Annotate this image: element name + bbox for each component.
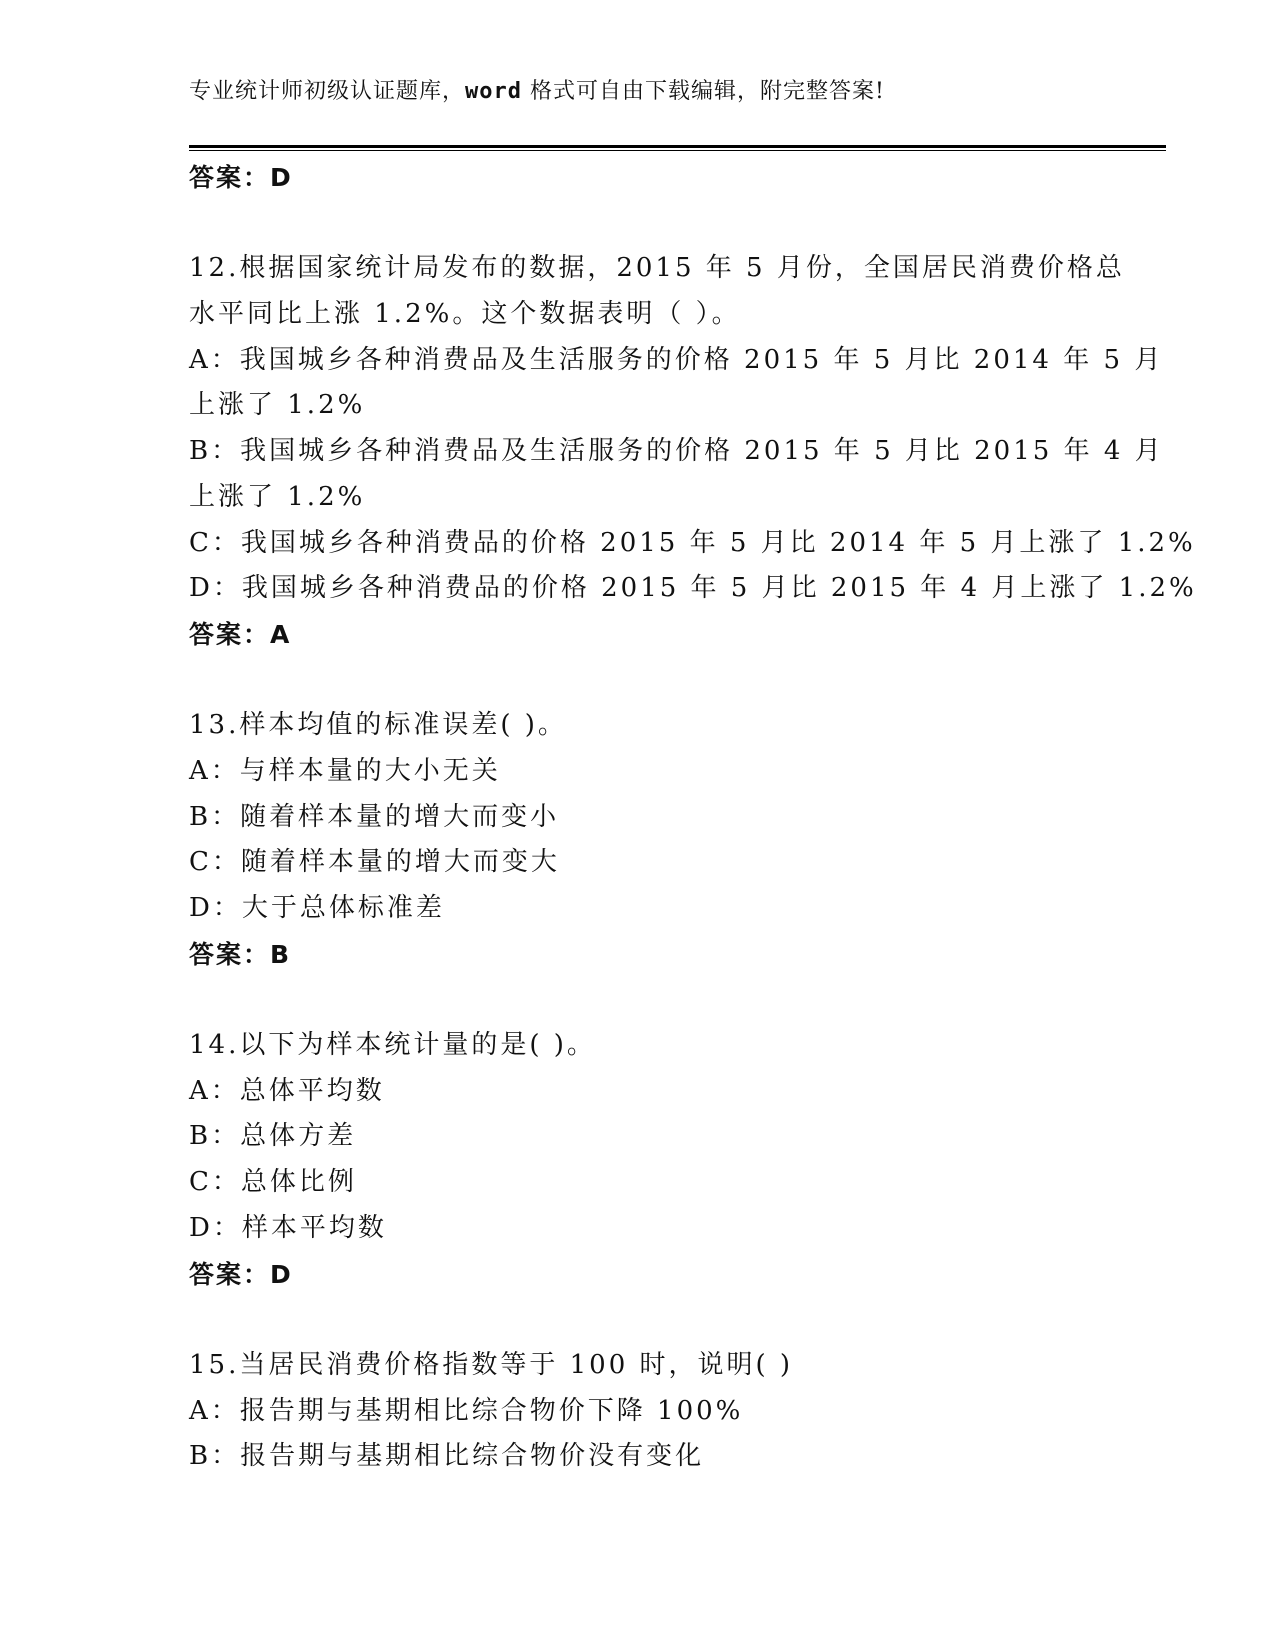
- option-b: B：总体方差: [189, 1121, 357, 1152]
- option-a: A：总体平均数: [189, 1075, 385, 1106]
- answer-line: 答案：B: [189, 939, 292, 969]
- option-a: A：与样本量的大小无关: [189, 755, 501, 786]
- option-b-continued: 上涨了 1.2%: [189, 481, 366, 512]
- header-rule-thick: [189, 145, 1166, 148]
- spacer: [189, 977, 1089, 1023]
- header-text-before: 专业统计师初级认证题库，: [189, 79, 466, 104]
- question-block: [189, 246, 1197, 657]
- option-b: B：随着样本量的增大而变小: [189, 801, 560, 832]
- header-rule-thin: [189, 150, 1166, 151]
- option-c: C：总体比例: [189, 1167, 357, 1198]
- header-text-word: word: [465, 79, 522, 104]
- option-b: B：我国城乡各种消费品及生活服务的价格 2015 年 5 月比 2015 年 4 月: [189, 436, 1164, 467]
- question-stem: 12.根据国家统计局发布的数据，2015 年 5 月份，全国居民消费价格总: [189, 253, 1125, 284]
- option-c: C：我国城乡各种消费品的价格 2015 年 5 月比 2014 年 5 月上涨了 1.2%: [189, 527, 1196, 558]
- option-a: A：我国城乡各种消费品及生活服务的价格 2015 年 5 月比 2014 年 5 月: [189, 344, 1164, 375]
- header-text-after: 格式可自由下载编辑，附完整答案!: [522, 79, 885, 104]
- spacer: [189, 201, 1089, 247]
- question-stem: 15.当居民消费价格指数等于 100 时，说明( ): [189, 1349, 794, 1380]
- option-b: B：报告期与基期相比综合物价没有变化: [189, 1441, 705, 1472]
- question-block: [189, 1343, 1089, 1480]
- option-d: D：样本平均数: [189, 1212, 387, 1243]
- question-stem: 13.样本均值的标准误差( )。: [189, 710, 567, 741]
- question-list: [189, 155, 1197, 1480]
- option-c: C：随着样本量的增大而变大: [189, 847, 560, 878]
- question-stem: 水平同比上涨 1.2%。这个数据表明（ ）。: [189, 299, 741, 330]
- option-d: D：我国城乡各种消费品的价格 2015 年 5 月比 2015 年 4 月上涨了 1.2%: [189, 573, 1197, 604]
- answer-line: 答案：A: [189, 619, 292, 649]
- spacer: [189, 1297, 1089, 1343]
- option-a-continued: 上涨了 1.2%: [189, 390, 366, 421]
- option-d: D：大于总体标准差: [189, 893, 445, 923]
- option-a: A：报告期与基期相比综合物价下降 100%: [189, 1395, 744, 1426]
- question-stem: 14.以下为样本统计量的是( )。: [189, 1030, 596, 1061]
- answer-line: 答案：D: [189, 1259, 293, 1289]
- question-block: [189, 1023, 1089, 1297]
- page-header: [189, 74, 885, 105]
- answer-line: 答案：D: [189, 163, 293, 192]
- spacer: [189, 658, 1089, 704]
- question-block: [189, 703, 1089, 977]
